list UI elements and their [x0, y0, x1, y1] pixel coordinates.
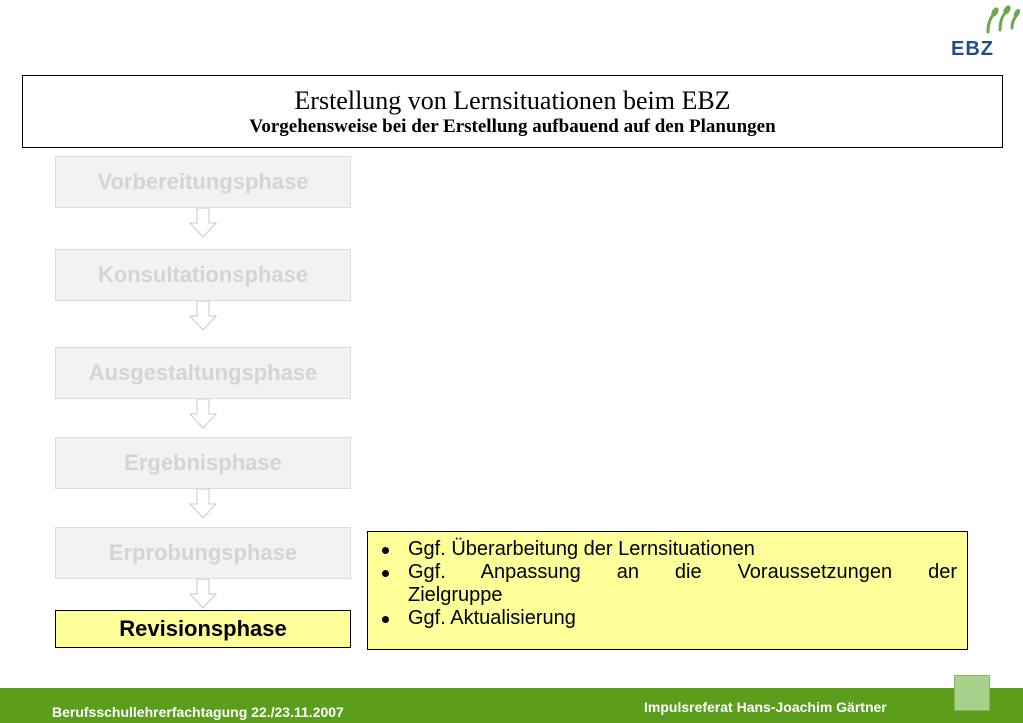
bullet-icon	[382, 570, 389, 577]
title-box	[22, 75, 1003, 148]
ebz-logo	[946, 2, 1020, 62]
footer-speaker: Impulsreferat Hans-Joachim Gärtner	[644, 699, 887, 715]
phase-box-ergebnis: Ergebnisphase	[55, 437, 351, 489]
leaves-icon	[984, 4, 1020, 38]
phase-box-vorbereitung: Vorbereitungsphase	[55, 156, 351, 208]
footer-bar	[0, 688, 1023, 723]
phase-box-konsultation: Konsultationsphase	[55, 249, 351, 301]
down-arrow-icon	[189, 579, 217, 609]
bullet-icon	[382, 547, 389, 554]
footer-event: Berufsschullehrerfachtagung 22./23.11.2007	[52, 704, 344, 720]
bullet-list	[378, 538, 957, 630]
bullet-box	[367, 531, 968, 650]
list-item: Ggf. Überarbeitung der Lernsituationen	[378, 538, 957, 561]
down-arrow-icon	[189, 208, 217, 238]
footer-square-decoration	[954, 675, 990, 711]
list-item: Ggf. Aktualisierung	[378, 607, 957, 630]
phase-box-ausgestaltung: Ausgestaltungsphase	[55, 347, 351, 399]
page-subtitle: Vorgehensweise bei der Erstellung aufbauend auf den Planungen	[249, 116, 776, 137]
down-arrow-icon	[189, 301, 217, 331]
bullet-icon	[382, 616, 389, 623]
down-arrow-icon	[189, 489, 217, 519]
down-arrow-icon	[189, 399, 217, 429]
phase-box-erprobung: Erprobungsphase	[55, 527, 351, 579]
logo-text: EBZ	[951, 38, 994, 60]
phase-box-revision: Revisionsphase	[55, 610, 351, 648]
page-title: Erstellung von Lernsituationen beim EBZ	[294, 86, 731, 115]
list-item: Ggf. Anpassung an die Voraussetzungen der Zielgruppe	[378, 561, 957, 607]
